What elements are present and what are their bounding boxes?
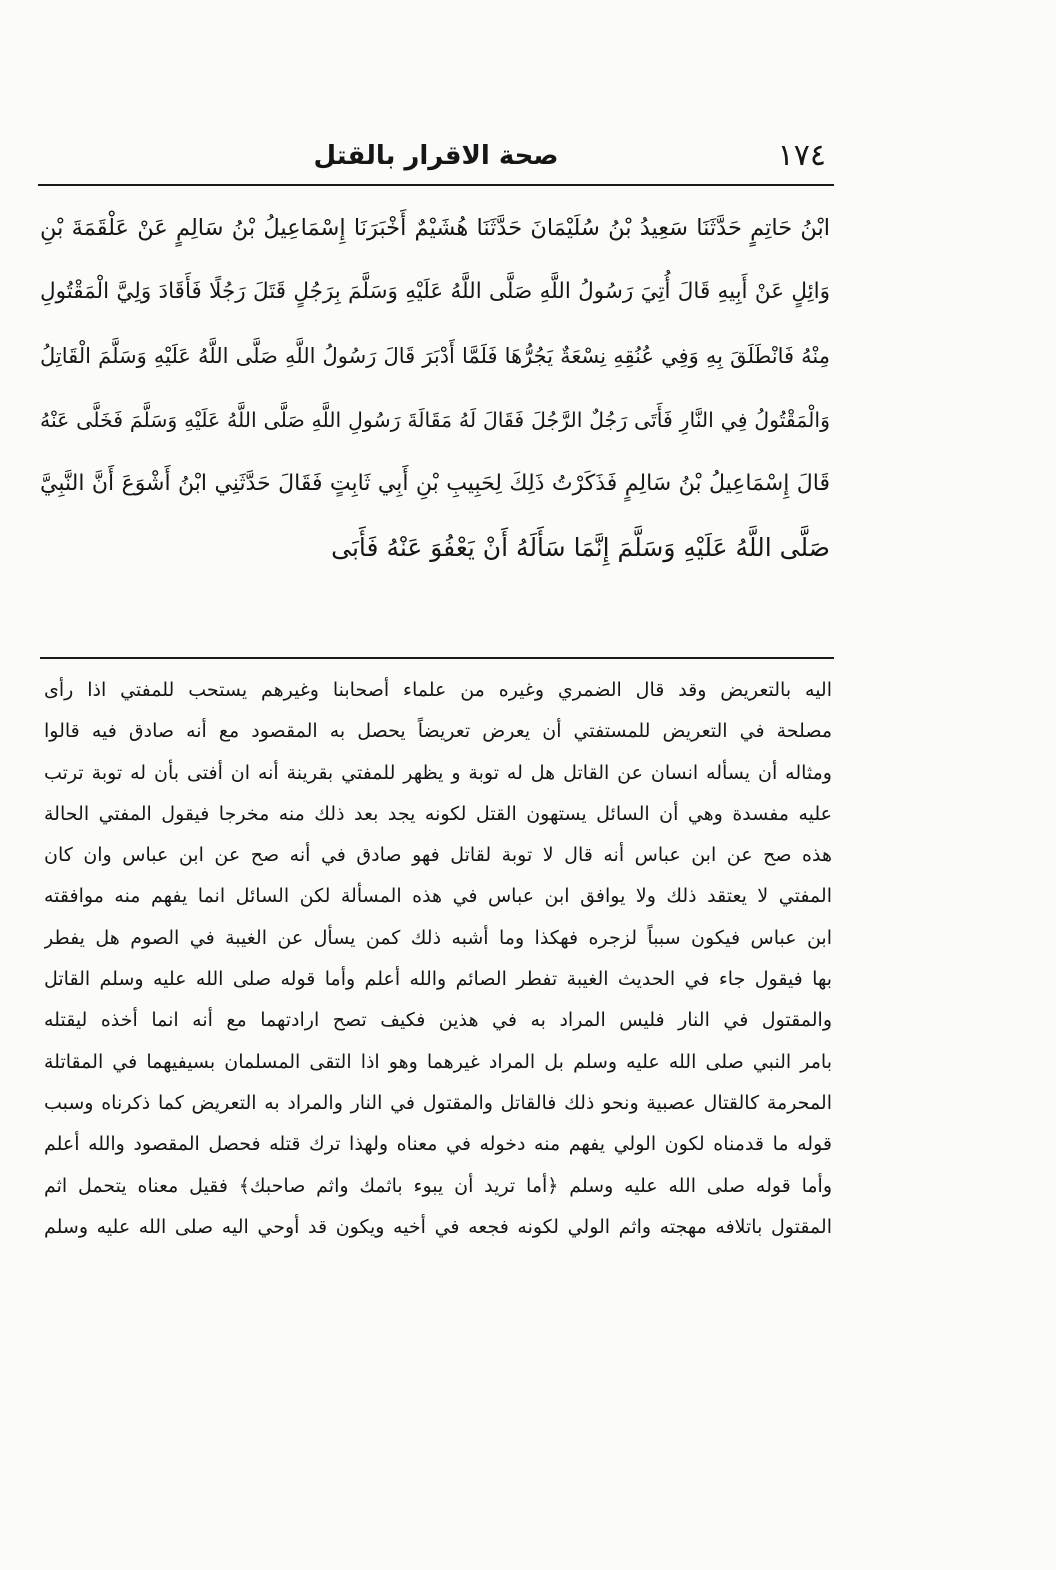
commentary-text-block [44, 670, 832, 1390]
hadith-line: قَالَ إِسْمَاعِيلُ بْنُ سَالِمٍ فَذَكَرْتُ ذَلِكَ لِحَبِيبِ بْنِ أَبِي ثَابِتٍ فَقَالَ حَدَّثَنِي ابْنُ أَشْوَعَ أَنَّ النَّبِيَّ [40, 471, 830, 496]
hadith-line: وَالْمَقْتُولُ فِي النَّارِ فَأَتَى رَجُلٌ الرَّجُلَ فَقَالَ لَهُ مَقَالَةَ رَسُولِ اللَّهِ صَلَّى اللَّهُ عَلَيْهِ وَسَلَّمَ فَخَلَّى عَنْهُ [40, 408, 830, 432]
commentary-line: بها فيقول جاء في الحديث الغيبة تفطر الصائم والله أعلم وأما قوله صلى الله عليه وسلم القاتل [44, 968, 832, 991]
page-number: ١٧٤ [777, 138, 826, 173]
section-divider-rule [40, 657, 834, 659]
commentary-line: هذه صح عن ابن عباس أنه قال لا توبة لقاتل فهو صادق في أنه صح عن ابن عباس وان كان [44, 844, 832, 867]
commentary-line: بامر النبي صلى الله عليه وسلم بل المراد غيرهما وهو اذا التقى المسلمان بسيفيهما في المقاتلة [44, 1050, 832, 1073]
page-header [38, 130, 834, 182]
commentary-line: المفتي لا يعتقد ذلك ولا يوافق ابن عباس في هذه المسألة لكن السائل انما يفهم منه موافقته [44, 885, 832, 908]
commentary-line: اليه بالتعريض وقد قال الضمري وغيره من علماء أصحابنا وغيرهم يستحب للمفتي اذا رأى [44, 679, 832, 701]
commentary-line: وأما قوله صلى الله عليه وسلم ﴿أما تريد أن يبوء باثمك واثم صاحبك﴾ فقيل معناه يتحمل اثم [44, 1174, 832, 1197]
hadith-line: وَائِلٍ عَنْ أَبِيهِ قَالَ أُتِيَ رَسُولُ اللَّهِ صَلَّى اللَّهُ عَلَيْهِ وَسَلَّمَ بِرَجُلٍ قَتَلَ رَجُلًا فَأَقَادَ وَلِيَّ الْمَقْتُولِ [40, 279, 830, 304]
hadith-line: مِنْهُ فَانْطَلَقَ بِهِ وَفِي عُنُقِهِ نِسْعَةٌ يَجُرُّهَا فَلَمَّا أَدْبَرَ قَالَ رَسُولُ اللَّهِ صَلَّى اللَّهُ عَلَيْهِ وَسَلَّمَ الْقَاتِلُ [40, 344, 830, 368]
hadith-line: ابْنُ حَاتِمٍ حَدَّثَنَا سَعِيدُ بْنُ سُلَيْمَانَ حَدَّثَنَا هُشَيْمٌ أَخْبَرَنَا إِسْمَاعِيلُ بْنُ سَالِمٍ عَنْ عَلْقَمَةَ بْنِ [40, 215, 830, 241]
commentary-line: المقتول باتلافه مهجته واثم الولي لكونه فجعه في أخيه ويكون قد أوحي اليه صلى الله عليه وسلم [44, 1215, 832, 1238]
commentary-line: ومثاله أن يسأله انسان عن القاتل هل له توبة و يظهر للمفتي بقرينة أنه ان أفتى بأن له توبة ترتب [44, 761, 832, 784]
hadith-text-block [40, 196, 830, 636]
header-rule [38, 184, 834, 186]
commentary-line: والمقتول في النار فليس المراد به في هذين فكيف تصح ارادتهما مع أنه انما أخذه ليقتله [44, 1009, 832, 1032]
hadith-line: صَلَّى اللَّهُ عَلَيْهِ وَسَلَّمَ إِنَّمَا سَأَلَهُ أَنْ يَعْفُوَ عَنْهُ فَأَبَى [331, 533, 830, 562]
commentary-line: مصلحة في التعريض للمستفتي أن يعرض تعريضاً يحصل به المقصود مع أنه صادق فيه قالوا [44, 720, 832, 743]
commentary-line: ابن عباس فيكون سبباً لزجره فهكذا وما أشبه ذلك كمن يسأل عن الغيبة في الصوم هل يفطر [44, 926, 832, 949]
running-title: صحة الاقرار بالقتل [313, 141, 559, 171]
commentary-line: المحرمة كالقتال عصبية ونحو ذلك فالقاتل والمقتول في النار والمراد به التعريض كما ذكرناه وسبب [44, 1091, 832, 1114]
commentary-line: عليه مفسدة وهي أن السائل يستهون القتل لكونه يجد بعد ذلك منه مخرجا فيقول المفتي الحالة [44, 802, 832, 825]
commentary-line: قوله ما قدمناه لكون الولي يفهم منه دخوله في معناه ولهذا ترك قتله فحصل المقصود والله أعلم [44, 1133, 832, 1156]
